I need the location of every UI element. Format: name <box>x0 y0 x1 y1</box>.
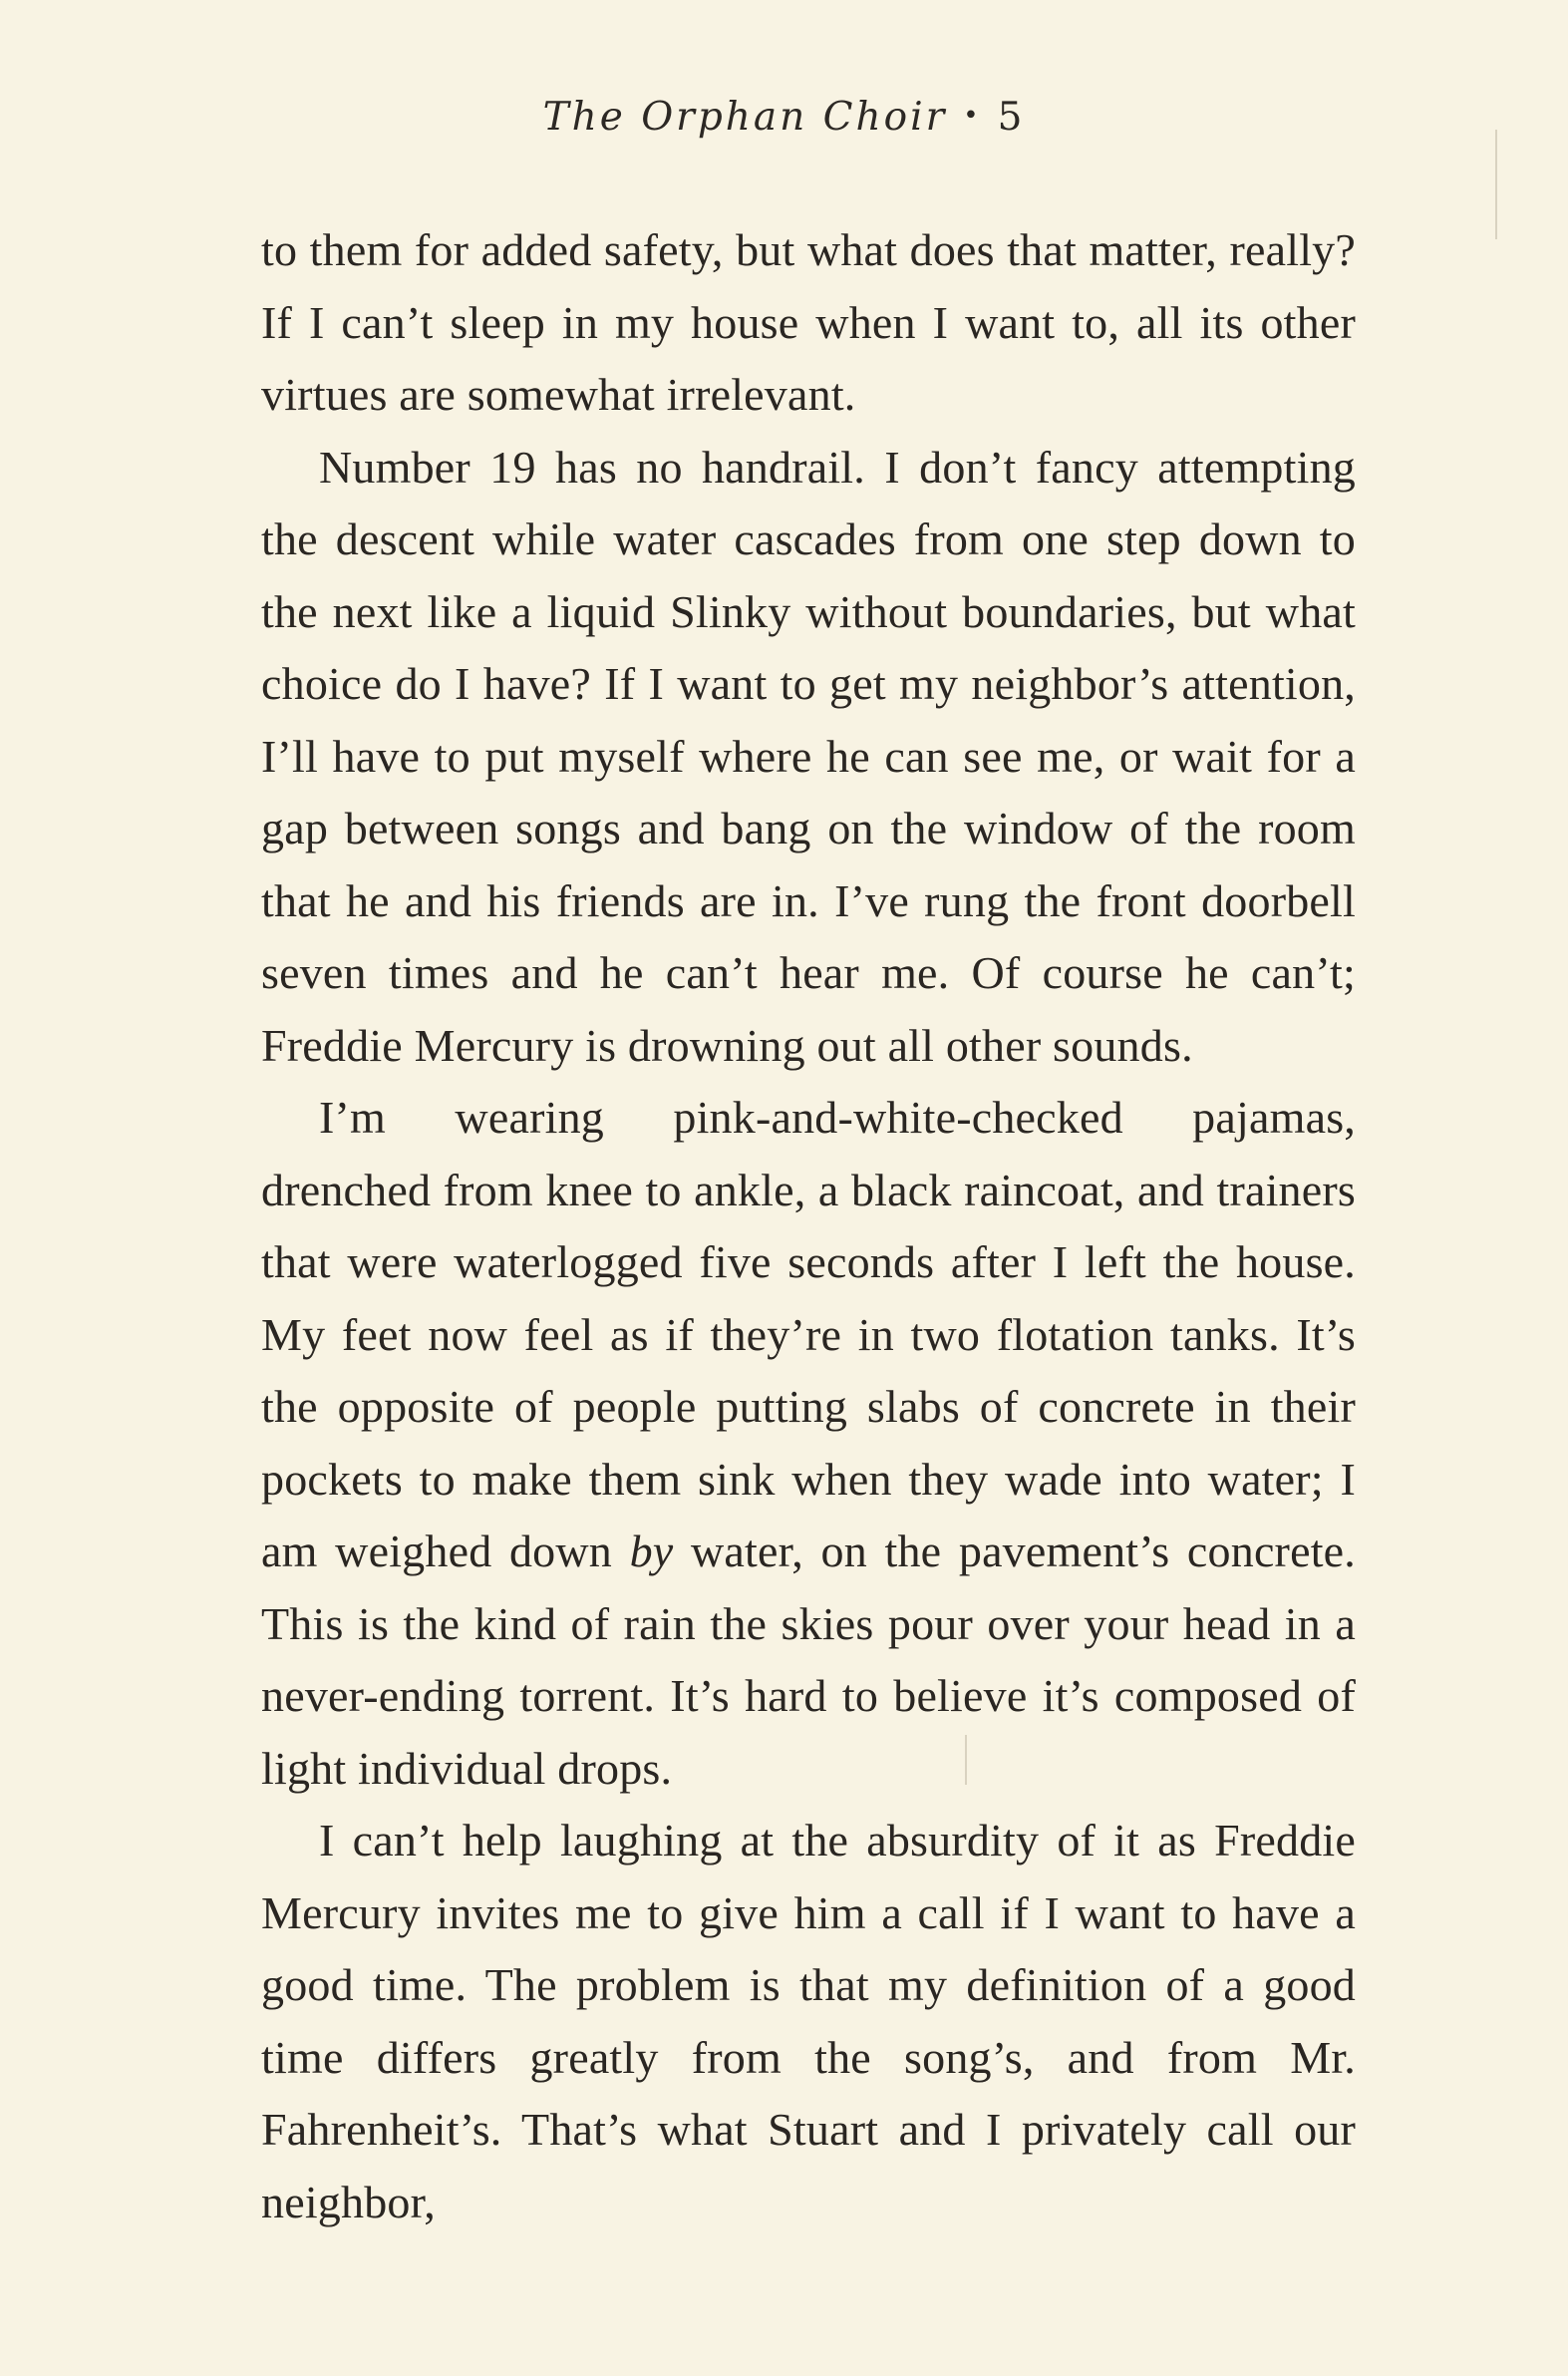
book-title: The Orphan Choir <box>542 95 948 140</box>
paragraph-2: Number 19 has no handrail. I don’t fancy attempting the descent while water cascades from one step down to the next like a liquid Slinky without boundaries, but what choice do I have? If I want to get my neighbor’s attention, I’ll have to put myself where he can see me, or wait for a gap between songs and bang on the window of the room that he and his friends are in. I’ve rung the front doorbell seven times and he can’t hear me. Of course he can’t; Freddie Mercury is drowning out all other sounds. <box>261 441 1356 1071</box>
page-number: 5 <box>997 95 1026 140</box>
emphasized-word: by <box>629 1526 674 1576</box>
separator-bullet: • <box>963 101 982 131</box>
scan-gutter-mark <box>965 1735 967 1785</box>
paragraph-1: to them for added safety, but what does that matter, really? If I can’t sleep in my house when I want to, all its other virtues are somewhat irrelevant. <box>261 224 1356 420</box>
paragraph-3-text-after: water, on the pavement’s concrete. This is the kind of rain the skies pour over your head in a never-ending torrent. It’s hard to believe it’s composed of light individual drops. <box>261 1526 1356 1794</box>
running-head <box>0 95 1568 140</box>
paragraph-4: I can’t help laughing at the absurdity of it as Freddie Mercury invites me to give him a call if I want to have a good time. The problem is that my definition of a good time differs greatly from the song’s, and from Mr. Fahrenheit’s. That’s what Stuart and I privately call our neighbor, <box>261 1815 1356 2227</box>
scan-edge-mark <box>1495 130 1497 239</box>
paragraph-3 <box>261 1082 1356 1805</box>
body-text <box>261 214 1356 2238</box>
paragraph-3-text-before: I’m wearing pink-and-white-checked pajamas, drenched from knee to ankle, a black raincoat, and trainers that were waterlogged five seconds after I left the house. My feet now feel as if they’re in two flotation tanks. It’s the opposite of people putting slabs of concrete in their pockets to make them sink when they wade into water; I am weighed down <box>261 1092 1356 1576</box>
